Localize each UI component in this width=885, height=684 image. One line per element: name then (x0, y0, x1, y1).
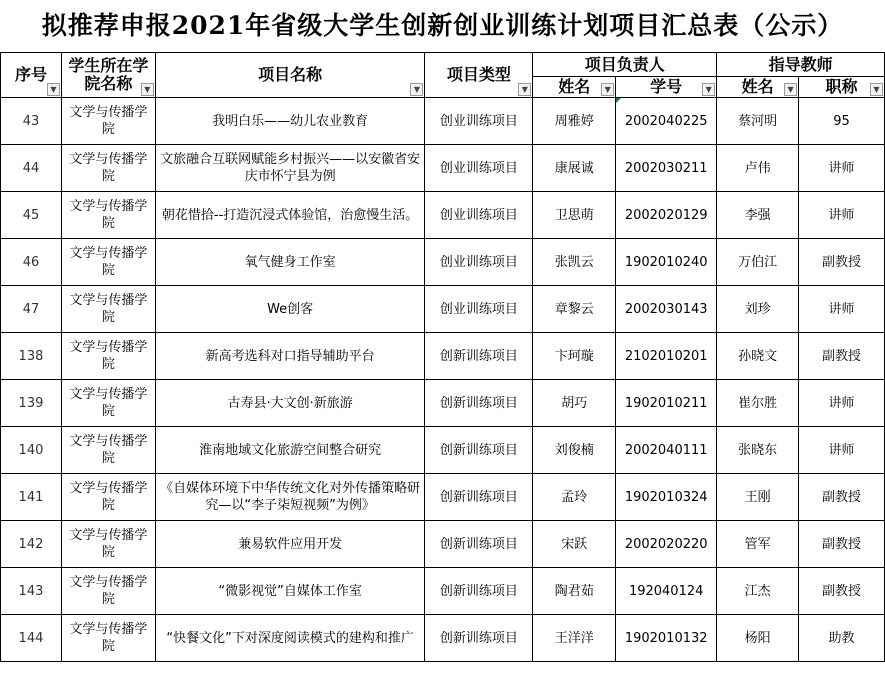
cell-college[interactable]: 文学与传播学院 (61, 286, 155, 333)
cell-college[interactable]: 文学与传播学院 (61, 427, 155, 474)
table-row (1, 145, 885, 192)
cell-advisor-title[interactable]: 讲师 (799, 192, 885, 239)
cell-advisor-name[interactable]: 张晓东 (717, 427, 799, 474)
table-row (1, 474, 885, 521)
cell-project-name[interactable]: 兼易软件应用开发 (155, 521, 425, 568)
cell-advisor-name[interactable]: 蔡河明 (717, 98, 799, 145)
cell-project-name[interactable]: 淮南地域文化旅游空间整合研究 (155, 427, 425, 474)
cell-college[interactable]: 文学与传播学院 (61, 521, 155, 568)
cell-seq[interactable]: 47 (1, 286, 62, 333)
cell-advisor-name[interactable]: 卢伟 (717, 145, 799, 192)
cell-project-name[interactable]: 氧气健身工作室 (155, 239, 425, 286)
filter-dropdown-icon[interactable]: ▼ (141, 83, 154, 96)
cell-advisor-title[interactable]: 讲师 (799, 380, 885, 427)
cell-leader-id[interactable]: 2002020220 (616, 521, 717, 568)
cell-project-name[interactable]: 文旅融合互联网赋能乡村振兴——以安徽省安庆市怀宁县为例 (155, 145, 425, 192)
cell-advisor-name[interactable]: 杨阳 (717, 615, 799, 662)
header-leader-group: 项目负责人 (533, 53, 717, 77)
cell-college[interactable]: 文学与传播学院 (61, 615, 155, 662)
cell-advisor-name[interactable]: 万伯江 (717, 239, 799, 286)
cell-project-type[interactable]: 创新训练项目 (425, 474, 533, 521)
cell-advisor-title[interactable]: 讲师 (799, 145, 885, 192)
cell-leader-id[interactable]: 2002030211 (616, 145, 717, 192)
cell-project-type[interactable]: 创新训练项目 (425, 521, 533, 568)
cell-project-name[interactable]: 新高考选科对口指导辅助平台 (155, 333, 425, 380)
cell-leader-id[interactable]: 2002040225 (616, 98, 717, 145)
cell-leader-name[interactable]: 陶君茹 (533, 568, 616, 615)
cell-leader-id[interactable]: 2002040111 (616, 427, 717, 474)
cell-leader-id[interactable]: 2002030143 (616, 286, 717, 333)
cell-advisor-title[interactable]: 讲师 (799, 286, 885, 333)
cell-advisor-title[interactable]: 副教授 (799, 521, 885, 568)
table-row (1, 427, 885, 474)
cell-leader-name[interactable]: 刘俊楠 (533, 427, 616, 474)
cell-leader-id[interactable]: 1902010132 (616, 615, 717, 662)
cell-project-name[interactable]: 我明白乐——幼儿农业教育 (155, 98, 425, 145)
cell-advisor-name[interactable]: 江杰 (717, 568, 799, 615)
cell-project-type[interactable]: 创新训练项目 (425, 615, 533, 662)
cell-seq[interactable]: 138 (1, 333, 62, 380)
filter-dropdown-icon[interactable]: ▼ (870, 83, 883, 96)
filter-dropdown-icon[interactable]: ▼ (601, 83, 614, 96)
table-row (1, 615, 885, 662)
header-leader-id[interactable]: 学号 ▼ (616, 77, 717, 98)
cell-seq[interactable]: 43 (1, 98, 62, 145)
cell-project-type[interactable]: 创新训练项目 (425, 333, 533, 380)
cell-leader-name[interactable]: 宋跃 (533, 521, 616, 568)
cell-comment-marker-icon (616, 98, 621, 103)
cell-college[interactable]: 文学与传播学院 (61, 239, 155, 286)
cell-college[interactable]: 文学与传播学院 (61, 380, 155, 427)
cell-advisor-name[interactable]: 崔尔胜 (717, 380, 799, 427)
cell-college[interactable]: 文学与传播学院 (61, 333, 155, 380)
header-advisor-name[interactable]: 姓名 ▼ (717, 77, 799, 98)
cell-leader-name[interactable]: 周雅婷 (533, 98, 616, 145)
cell-college[interactable]: 文学与传播学院 (61, 192, 155, 239)
cell-advisor-title[interactable]: 副教授 (799, 474, 885, 521)
cell-leader-name[interactable]: 卞珂璇 (533, 333, 616, 380)
cell-project-name[interactable]: 《自媒体环境下中华传统文化对外传播策略研究—以“李子柒短视频”为例》 (155, 474, 425, 521)
cell-project-type[interactable]: 创业训练项目 (425, 192, 533, 239)
cell-seq[interactable]: 141 (1, 474, 62, 521)
cell-project-name[interactable]: “微影视觉”自媒体工作室 (155, 568, 425, 615)
header-leader-name[interactable]: 姓名 ▼ (533, 77, 616, 98)
cell-advisor-title[interactable]: 助教 (799, 615, 885, 662)
table-row (1, 521, 885, 568)
header-college[interactable]: 学生所在学院名称 ▼ (61, 53, 155, 98)
cell-project-type[interactable]: 创新训练项目 (425, 427, 533, 474)
table-row (1, 239, 885, 286)
cell-seq[interactable]: 139 (1, 380, 62, 427)
cell-seq[interactable]: 144 (1, 615, 62, 662)
cell-project-name[interactable]: 朝花惜拾--打造沉浸式体验馆，治愈慢生活。 (155, 192, 425, 239)
cell-college[interactable]: 文学与传播学院 (61, 145, 155, 192)
cell-advisor-title[interactable]: 副教授 (799, 568, 885, 615)
cell-advisor-title[interactable]: 95 (799, 98, 885, 145)
cell-seq[interactable]: 46 (1, 239, 62, 286)
cell-project-type[interactable]: 创业训练项目 (425, 286, 533, 333)
table-row (1, 333, 885, 380)
cell-advisor-title[interactable]: 副教授 (799, 333, 885, 380)
filter-dropdown-icon[interactable]: ▼ (47, 83, 60, 96)
cell-leader-name[interactable]: 孟玲 (533, 474, 616, 521)
filter-dropdown-icon[interactable]: ▼ (702, 83, 715, 96)
cell-advisor-title[interactable]: 副教授 (799, 239, 885, 286)
cell-advisor-name[interactable]: 王刚 (717, 474, 799, 521)
cell-seq[interactable]: 44 (1, 145, 62, 192)
table-row (1, 286, 885, 333)
cell-advisor-name[interactable]: 刘珍 (717, 286, 799, 333)
table-row (1, 192, 885, 239)
cell-advisor-title[interactable]: 讲师 (799, 427, 885, 474)
cell-project-name[interactable]: “快餐文化”下对深度阅读模式的建构和推广 (155, 615, 425, 662)
cell-project-type[interactable]: 创业训练项目 (425, 98, 533, 145)
cell-project-type[interactable]: 创新训练项目 (425, 380, 533, 427)
table-row (1, 98, 885, 145)
cell-project-name[interactable]: We创客 (155, 286, 425, 333)
cell-advisor-name[interactable]: 孙晓文 (717, 333, 799, 380)
cell-leader-id[interactable]: 192040124 (616, 568, 717, 615)
filter-dropdown-icon[interactable]: ▼ (410, 83, 423, 96)
cell-college[interactable]: 文学与传播学院 (61, 568, 155, 615)
cell-project-type[interactable]: 创新训练项目 (425, 568, 533, 615)
cell-leader-id[interactable]: 1902010211 (616, 380, 717, 427)
filter-dropdown-icon[interactable]: ▼ (518, 83, 531, 96)
cell-advisor-name[interactable]: 李强 (717, 192, 799, 239)
cell-college[interactable]: 文学与传播学院 (61, 98, 155, 145)
header-seq[interactable]: 序号 ▼ (1, 53, 62, 98)
cell-project-type[interactable]: 创业训练项目 (425, 145, 533, 192)
cell-leader-id[interactable]: 1902010240 (616, 239, 717, 286)
project-table (0, 52, 885, 662)
cell-leader-name[interactable]: 康展诚 (533, 145, 616, 192)
cell-leader-name[interactable]: 胡巧 (533, 380, 616, 427)
table-row (1, 380, 885, 427)
header-advisor-title[interactable]: 职称 ▼ (799, 77, 885, 98)
cell-leader-id[interactable]: 1902010324 (616, 474, 717, 521)
cell-seq[interactable]: 45 (1, 192, 62, 239)
cell-advisor-name[interactable]: 管军 (717, 521, 799, 568)
page-title: 拟推荐申报2021年省级大学生创新创业训练计划项目汇总表（公示） (41, 11, 844, 40)
cell-seq[interactable]: 142 (1, 521, 62, 568)
cell-leader-name[interactable]: 王洋洋 (533, 615, 616, 662)
cell-college[interactable]: 文学与传播学院 (61, 474, 155, 521)
filter-dropdown-icon[interactable]: ▼ (784, 83, 797, 96)
header-advisor-group: 指导教师 (717, 53, 885, 77)
cell-leader-name[interactable]: 章黎云 (533, 286, 616, 333)
header-project-type[interactable]: 项目类型 ▼ (425, 53, 533, 98)
table-row (1, 568, 885, 615)
cell-project-name[interactable]: 古寿县·大文创·新旅游 (155, 380, 425, 427)
cell-leader-name[interactable]: 张凯云 (533, 239, 616, 286)
cell-seq[interactable]: 140 (1, 427, 62, 474)
cell-leader-name[interactable]: 卫思萌 (533, 192, 616, 239)
cell-seq[interactable]: 143 (1, 568, 62, 615)
header-project-name[interactable]: 项目名称 ▼ (155, 53, 425, 98)
cell-leader-id[interactable]: 2002020129 (616, 192, 717, 239)
cell-leader-id[interactable]: 2102010201 (616, 333, 717, 380)
cell-project-type[interactable]: 创业训练项目 (425, 239, 533, 286)
